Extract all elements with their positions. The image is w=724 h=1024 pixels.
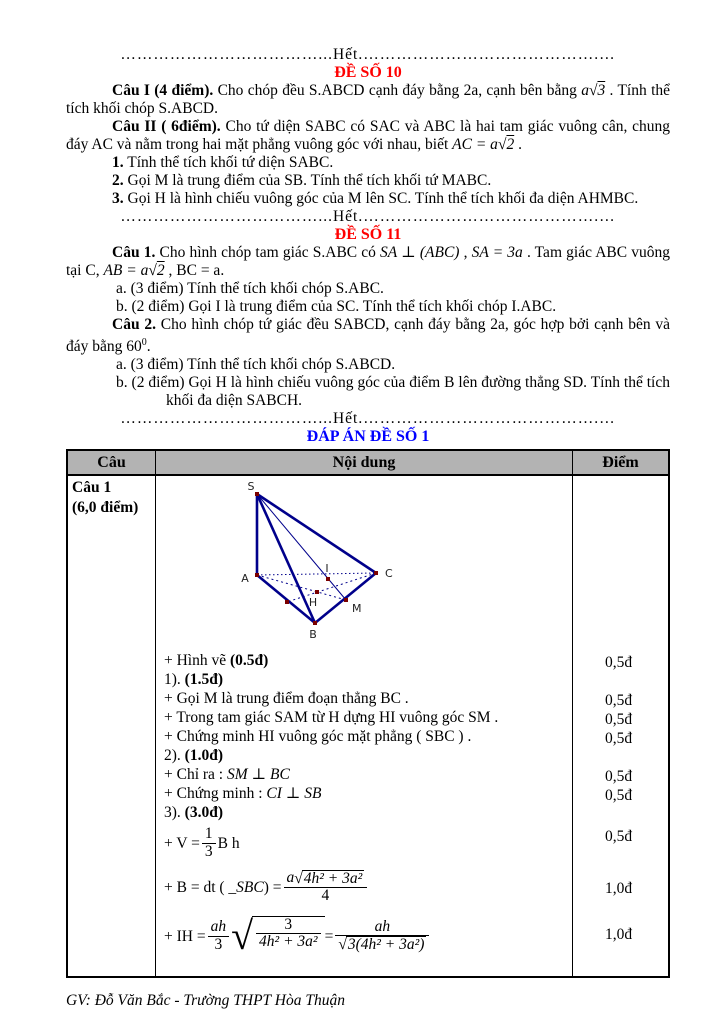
edge-ac-dotted [257, 573, 376, 575]
vertex-dot-c [374, 571, 378, 575]
cell-cau-1 [68, 476, 156, 976]
ans-formula-area: + B = dt ( _ SBC ) = a √ 4h² + 3a² 4 [156, 864, 572, 910]
sqrt-sign: √ [231, 913, 254, 959]
heading-de-so-10: ĐỀ SỐ 10 [334, 64, 402, 81]
ans-line-chung-minh-hi: + Chứng minh HI vuông góc mặt phẳng ( SBC ) . [164, 728, 472, 746]
point-label-m: M [352, 602, 362, 616]
vertex-dot-a [255, 573, 259, 577]
ans-formula-ih: + IH = $\frac{ah}{3}$ √ $\frac{3}{\text{4h² + 3a²}}$ = ah √ 3(4h² + 3a²) [156, 910, 572, 962]
score-badge: 0,5đ [605, 654, 633, 672]
score-badge: 0,5đ [605, 711, 633, 729]
vertex-label-a: A [241, 572, 249, 586]
ans-line-part3: 3). (3.0đ) [164, 804, 223, 822]
fraction-area: a √ 4h² + 3a² 4 [284, 870, 368, 905]
vertex-label-b: B [309, 628, 317, 642]
point-label-h: H [308, 596, 318, 610]
vertex-label-c: C [385, 567, 393, 581]
vertex-dot-b [313, 621, 317, 625]
score-badge: 0,5đ [605, 692, 633, 710]
de10-item-2: 2. Gọi M là trung điểm của SB. Tính thể tích khối tứ MABC. [112, 172, 492, 189]
cell-noi-dung [156, 476, 573, 976]
document-body [66, 46, 670, 446]
score-badge: 0,5đ [605, 787, 633, 805]
cau-ii-label: Câu II ( 6điểm). [112, 118, 221, 135]
point-dot-midab [285, 600, 289, 604]
para-de10-cau-2: Câu II ( 6điểm). Cho tứ diện SABC có SAC và ABC là hai tam giác vuông cân, chung đáy AC và nằm trong hai mặt phẳng vuông góc với nhau, biết AC = a√2 . [66, 118, 670, 153]
de11-cau1-b: b. (2 điểm) Gọi I là trung điểm của SC. Tính thể tích khối chóp I.ABC. [116, 298, 557, 315]
de10-item-3: 3. Gọi H là hình chiếu vuông góc của M lên SC. Tính thể tích khối đa diện AHMBC. [112, 190, 639, 207]
cau-1-row-label: Câu 1 [72, 479, 112, 497]
score-badge: 1,0đ [605, 926, 633, 944]
cell-diem [573, 476, 668, 976]
header-cau: Câu [68, 451, 156, 476]
heading-de-so-11: ĐỀ SỐ 11 [334, 226, 402, 243]
answer-table-header-row [68, 451, 668, 476]
fraction-one-third: $\frac{1}{3}$ [202, 826, 216, 860]
sqrt-sign: √ [148, 262, 157, 279]
answer-table [66, 449, 670, 978]
cau-i-label: Câu I (4 điểm). [112, 82, 214, 99]
ans-line-hinh-ve: + Hình vẽ (0.5đ) [164, 652, 269, 670]
ans-line-chung-minh-ci: + Chứng minh : CI ⊥ SB [164, 785, 322, 803]
het-separator-3: ………………………………...Hết.…………………………………….… [120, 410, 616, 428]
cau-1-points-label: (6,0 điểm) [72, 499, 139, 517]
point-dot-h [315, 590, 319, 594]
de11-cau2-b: b. (2 điểm) Gọi H là hình chiếu vuông góc của điểm B lên đường thẳng SD. Tính thể tích khối đa diện SABCH. [116, 374, 670, 410]
fraction-ah-3: $\frac{ah}{3}$ [208, 919, 230, 953]
sqrt-sign: √ [588, 82, 598, 99]
pyramid-figure [156, 476, 572, 651]
ans-line-goi-m: + Gọi M là trung điểm đoạn thẳng BC . [164, 690, 409, 708]
sqrt-sign: √ [497, 136, 507, 153]
het-separator-2: ………………………………...Hết.…………………………………….… [120, 208, 616, 225]
sqrt-sign: √ [294, 869, 303, 887]
ans-line-trong-tam-giac: + Trong tam giác SAM từ H dựng HI vuông góc SM . [164, 709, 499, 727]
fraction-under-radical: $\frac{3}{\text{4h² + 3a²}}$ [256, 917, 321, 951]
header-noi-dung: Nội dung [156, 451, 573, 476]
ans-line-chi-ra: + Chỉ ra : SM ⊥ BC [164, 766, 290, 784]
score-badge: 0,5đ [605, 768, 633, 786]
teacher-footer: GV: Đỗ Văn Bắc - Trường THPT Hòa Thuận [66, 992, 345, 1010]
big-sqrt-expression [231, 913, 324, 959]
ans-formula-volume: + V = $\frac{1}{3}$ B h [164, 825, 240, 860]
ans-line-part1: 1). (1.5đ) [164, 671, 223, 689]
header-diem: Điểm [573, 451, 668, 476]
point-dot-i [326, 577, 330, 581]
vertex-label-s: S [247, 480, 255, 494]
degree-superscript: 0 [141, 337, 147, 348]
para-de11-cau-2: Câu 2. Cho hình chóp tứ giác đều SABCD, cạnh đáy bằng 2a, góc hợp bởi cạnh bên và đáy bằng $60^0$. [66, 316, 670, 356]
cau-2-label: Câu 2. [112, 316, 156, 333]
heading-dap-an: ĐÁP ÁN ĐỀ SỐ 1 [306, 428, 430, 446]
sqrt-expression-denominator: √ 3(4h² + 3a²) [338, 936, 425, 954]
para-de11-cau-1: Câu 1. Cho hình chóp tam giác S.ABC có SA ⊥ (ABC) , SA = 3a . Tam giác ABC vuông tại C, AB = a√2 , BC = a. [66, 244, 670, 279]
point-dot-m [344, 598, 348, 602]
het-separator-1: ………………………………...Hết.…………………………………….… [120, 46, 616, 63]
sqrt-expression: √ 4h² + 3a² [294, 869, 363, 887]
de11-cau1-a: a. (3 điểm) Tính thể tích khối chóp S.ABC. [116, 280, 384, 297]
score-badge: 0,5đ [605, 730, 633, 748]
point-label-i: I [325, 562, 329, 576]
answer-table-body-row [68, 476, 668, 976]
vertex-dot-s [255, 492, 259, 496]
para-de10-cau-1: Câu I (4 điểm). Cho chóp đều S.ABCD cạnh đáy bằng 2a, cạnh bên bằng a√3 . Tính thể tích khối chóp S.ABCD. [66, 82, 671, 117]
sqrt-sign: √ [338, 936, 347, 954]
de10-item-1: 1. Tính thể tích khối tứ diện SABC. [112, 154, 334, 171]
pyramid-figure-svg [156, 476, 573, 651]
cau-1-label: Câu 1. [112, 244, 156, 261]
segment-sm [257, 494, 346, 600]
edge-ab [257, 575, 318, 623]
de11-cau2-a: a. (3 điểm) Tính thể tích khối chóp S.ABCD. [116, 356, 396, 374]
score-badge: 0,5đ [605, 828, 633, 846]
ans-line-part2: 2). (1.0đ) [164, 747, 223, 765]
fraction-result: ah √ 3(4h² + 3a²) [335, 919, 429, 954]
score-badge: 1,0đ [605, 880, 633, 898]
